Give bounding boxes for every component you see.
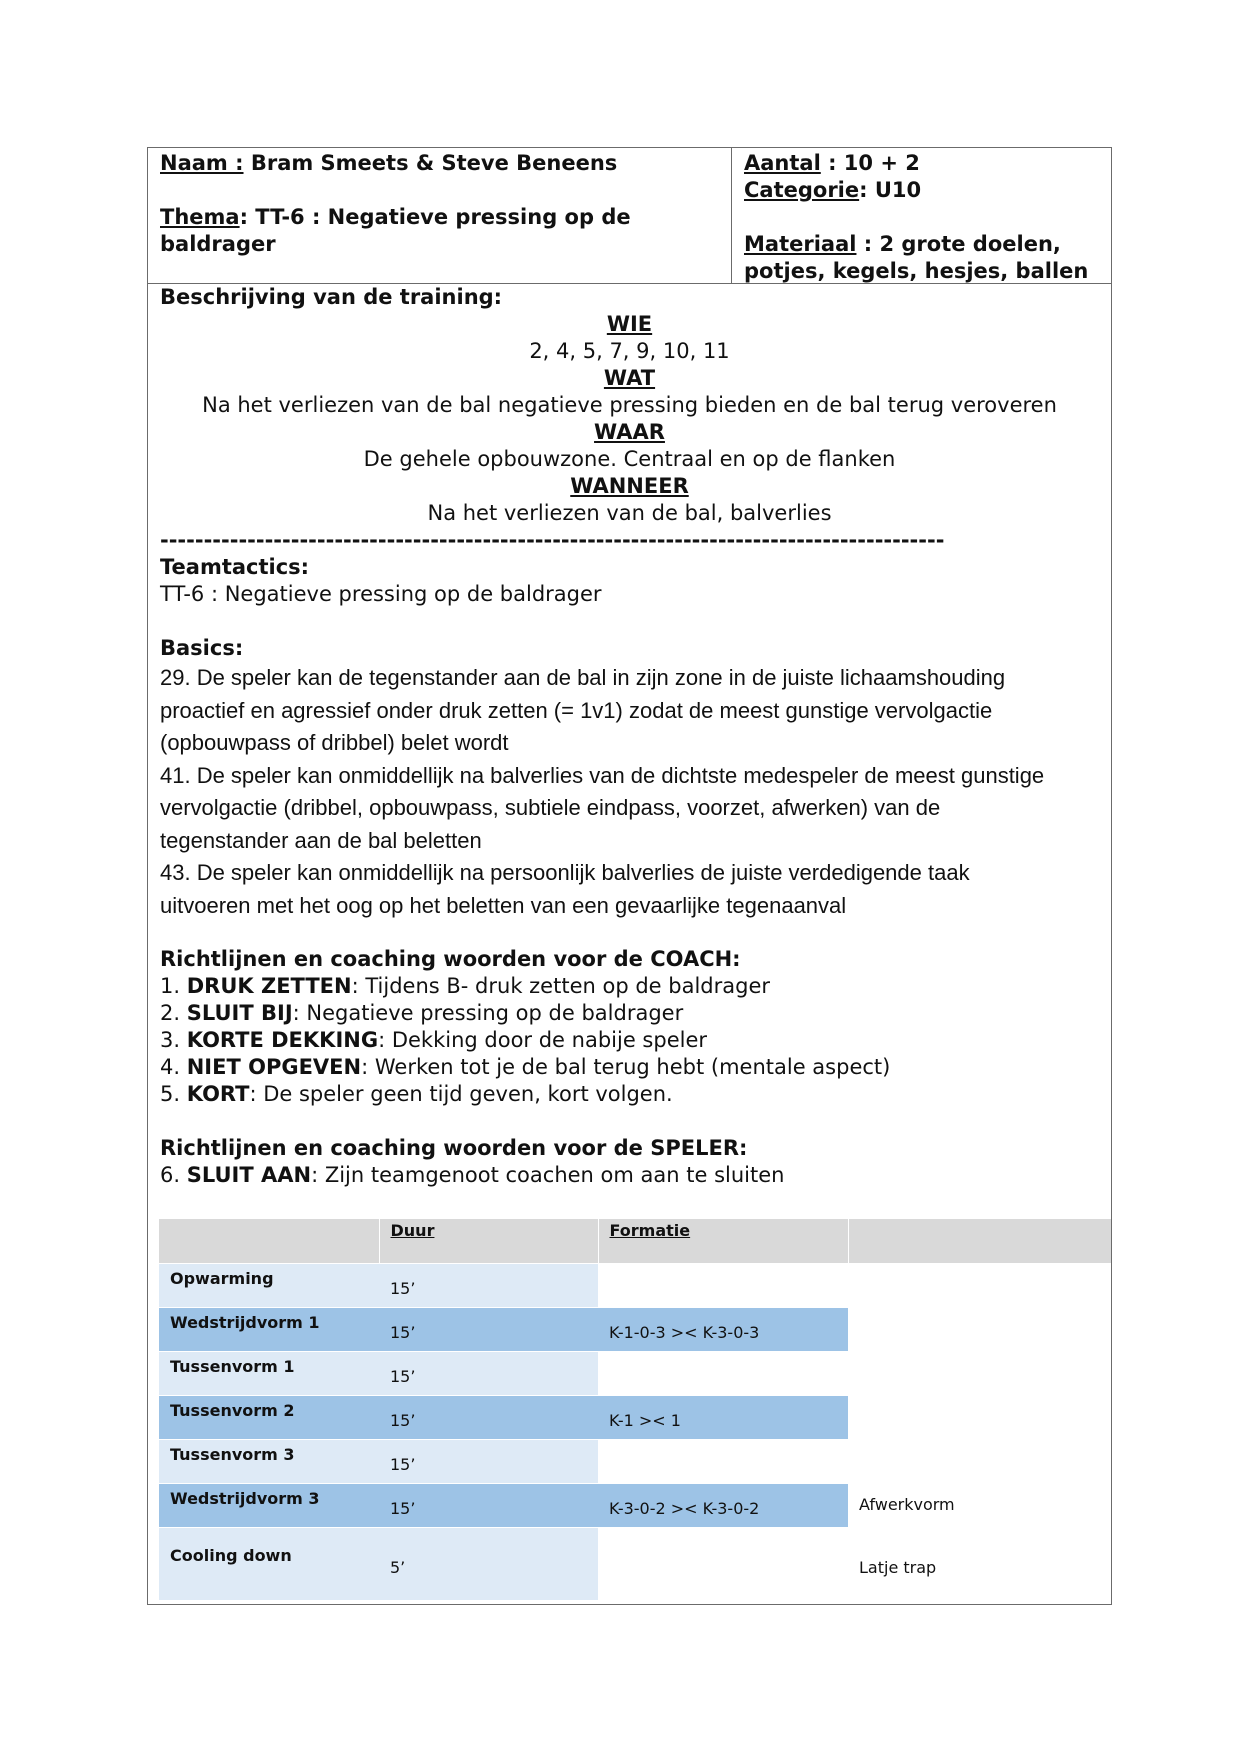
coach-item <box>160 1081 1099 1108</box>
notes-cell-last <box>848 1527 1111 1600</box>
coach-title: Richtlijnen en coaching woorden voor de COACH: <box>160 947 741 971</box>
row-name-cell <box>159 1439 379 1483</box>
basics-line: (opbouwpass of dribbel) belet wordt <box>160 730 509 755</box>
basics-text <box>160 662 1099 922</box>
coach-item-num: 1. <box>160 974 181 998</box>
row-formatie: K-3-0-2 >< K-3-0-2 <box>609 1498 760 1518</box>
body <box>148 284 1111 1189</box>
basics-line: 43. De speler kan onmiddellijk na persoonlijk balverlies de juiste verdedigende taak <box>160 860 970 885</box>
naam-label: Naam : <box>160 151 244 175</box>
coach-item-key: KORT <box>186 1082 250 1106</box>
row-name: Cooling down <box>170 1545 292 1565</box>
thema-label: Thema <box>160 205 240 229</box>
categorie-value: : U10 <box>859 178 922 202</box>
coach-item-text: : Werken tot je de bal terug hebt (mentale aspect) <box>361 1055 891 1079</box>
row-duur-cell <box>379 1483 598 1527</box>
row-name: Tussenvorm 3 <box>170 1444 295 1464</box>
categorie-line <box>744 177 1099 204</box>
formatie-header: Formatie <box>609 1221 691 1240</box>
aantal-label: Aantal <box>744 151 821 175</box>
speler-item-num: 6. <box>160 1163 181 1187</box>
beschrijving-title: Beschrijving van de training: <box>160 285 503 309</box>
table-row <box>159 1527 1111 1600</box>
row-formatie-cell <box>598 1483 848 1527</box>
training-sheet <box>147 147 1112 1605</box>
wanneer-label: WANNEER <box>570 474 689 498</box>
row-duur: 15’ <box>390 1454 416 1474</box>
header <box>148 148 1111 284</box>
row-duur-cell <box>379 1439 598 1483</box>
wat-label: WAT <box>603 366 656 390</box>
row-duur: 15’ <box>390 1410 416 1430</box>
header-left <box>148 148 732 283</box>
row-formatie-cell <box>598 1307 848 1351</box>
row-formatie <box>609 1440 837 1455</box>
row-formatie-cell <box>598 1351 848 1395</box>
materiaal-value: : 2 grote doelen, <box>863 232 1061 256</box>
row-duur: 15’ <box>390 1366 416 1386</box>
row-name: Tussenvorm 2 <box>170 1400 295 1420</box>
speler-item-text: : Zijn teamgenoot coachen om aan te sluiten <box>311 1163 785 1187</box>
speler-item <box>160 1162 1099 1189</box>
categorie-label: Categorie <box>744 178 860 202</box>
basics-line: proactief en agressief onder druk zetten (= 1v1) zodat de meest gunstige vervolgactie <box>160 697 993 723</box>
schedule-header-empty <box>159 1219 379 1263</box>
row-name-cell <box>159 1351 379 1395</box>
coach-item-key: KORTE DEKKING <box>186 1028 379 1052</box>
coach-item <box>160 1054 1099 1081</box>
basics-line: tegenstander aan de bal beletten <box>160 827 482 853</box>
waar-value: De gehele opbouwzone. Centraal en op de flanken <box>363 447 896 471</box>
schedule-header-row <box>159 1219 1111 1263</box>
header-right <box>732 148 1111 283</box>
notes-cell <box>848 1263 1111 1527</box>
aantal-line <box>744 150 1099 177</box>
coach-item-num: 2. <box>160 1001 181 1025</box>
naam-line <box>160 150 719 177</box>
row-name-cell <box>159 1395 379 1439</box>
coach-item <box>160 1027 1099 1054</box>
basics-line: uitvoeren met het oog op het beletten van een gevaarlijke tegenaanval <box>160 892 847 918</box>
row-formatie <box>609 1528 837 1543</box>
row-name-cell <box>159 1307 379 1351</box>
row-duur-cell <box>379 1307 598 1351</box>
row-duur: 15’ <box>390 1322 416 1342</box>
thema-line <box>160 204 719 231</box>
divider: ------------------------------------------------------------------------------------------ <box>160 528 945 552</box>
row-name: Wedstrijdvorm 3 <box>170 1488 320 1508</box>
row-duur: 5’ <box>390 1557 406 1577</box>
naam-value: Bram Smeets & Steve Beneens <box>250 151 618 175</box>
thema-value-2: baldrager <box>160 232 276 256</box>
basics-title: Basics: <box>160 636 244 660</box>
row-formatie: K-1 >< 1 <box>609 1410 681 1430</box>
row-formatie-cell <box>598 1527 848 1600</box>
row-formatie-cell <box>598 1395 848 1439</box>
wanneer-value: Na het verliezen van de bal, balverlies <box>427 501 832 525</box>
afwerkvorm-note: Afwerkvorm <box>859 1494 955 1514</box>
aantal-value: : 10 + 2 <box>828 151 920 175</box>
row-duur: 15’ <box>390 1498 416 1518</box>
schedule-header-formatie <box>598 1219 848 1263</box>
thema-value: : TT-6 : Negatieve pressing op de <box>239 205 631 229</box>
coach-item-num: 5. <box>160 1082 181 1106</box>
speler-title: Richtlijnen en coaching woorden voor de SPELER: <box>160 1136 748 1160</box>
waar-label: WAAR <box>594 420 665 444</box>
teamtactics-value: TT-6 : Negatieve pressing op de baldrager <box>160 582 602 606</box>
row-formatie <box>609 1352 837 1367</box>
wie-label: WIE <box>606 312 653 336</box>
row-formatie <box>609 1264 837 1279</box>
table-row <box>159 1263 1111 1307</box>
wie-value: 2, 4, 5, 7, 9, 10, 11 <box>529 339 730 363</box>
row-formatie-cell <box>598 1439 848 1483</box>
speler-item-key: SLUIT AAN <box>186 1163 312 1187</box>
coach-item-text: : Dekking door de nabije speler <box>378 1028 708 1052</box>
coach-item-text: : De speler geen tijd geven, kort volgen. <box>249 1082 673 1106</box>
materiaal-label: Materiaal <box>744 232 857 256</box>
coach-item-key: DRUK ZETTEN <box>186 974 352 998</box>
coach-item-num: 4. <box>160 1055 181 1079</box>
row-duur-cell <box>379 1527 598 1600</box>
row-name-cell <box>159 1527 379 1600</box>
teamtactics-title: Teamtactics: <box>160 555 310 579</box>
latje-trap-note: Latje trap <box>859 1557 937 1577</box>
coach-item <box>160 973 1099 1000</box>
row-formatie: K-1-0-3 >< K-3-0-3 <box>609 1322 760 1342</box>
basics-line: 29. De speler kan de tegenstander aan de bal in zijn zone in de juiste lichaamshouding <box>160 665 1006 690</box>
coach-item-num: 3. <box>160 1028 181 1052</box>
row-duur-cell <box>379 1395 598 1439</box>
row-duur-cell <box>379 1263 598 1307</box>
row-name: Wedstrijdvorm 1 <box>170 1312 320 1332</box>
row-name-cell <box>159 1483 379 1527</box>
coach-item-key: NIET OPGEVEN <box>186 1055 362 1079</box>
row-name: Opwarming <box>170 1268 274 1288</box>
schedule-header-notes <box>848 1219 1111 1263</box>
duur-header: Duur <box>390 1221 435 1240</box>
coach-item-text: : Negatieve pressing op de baldrager <box>292 1001 684 1025</box>
basics-line: 41. De speler kan onmiddellijk na balverlies van de dichtste medespeler de meest gunstige <box>160 762 1045 788</box>
materiaal-value-2: potjes, kegels, hesjes, ballen <box>744 259 1089 283</box>
schedule-table <box>159 1219 1111 1600</box>
row-name: Tussenvorm 1 <box>170 1356 295 1376</box>
coach-item-key: SLUIT BIJ <box>186 1001 293 1025</box>
row-name-cell <box>159 1263 379 1307</box>
coach-item-text: : Tijdens B- druk zetten op de baldrager <box>351 974 770 998</box>
coach-item <box>160 1000 1099 1027</box>
materiaal-line <box>744 231 1099 258</box>
schedule-header-duur <box>379 1219 598 1263</box>
row-duur-cell <box>379 1351 598 1395</box>
row-formatie-cell <box>598 1263 848 1307</box>
wat-value: Na het verliezen van de bal negatieve pressing bieden en de bal terug veroveren <box>202 393 1057 417</box>
basics-line: vervolgactie (dribbel, opbouwpass, subtiele eindpass, voorzet, afwerken) van de <box>160 795 941 820</box>
row-duur: 15’ <box>390 1278 416 1298</box>
